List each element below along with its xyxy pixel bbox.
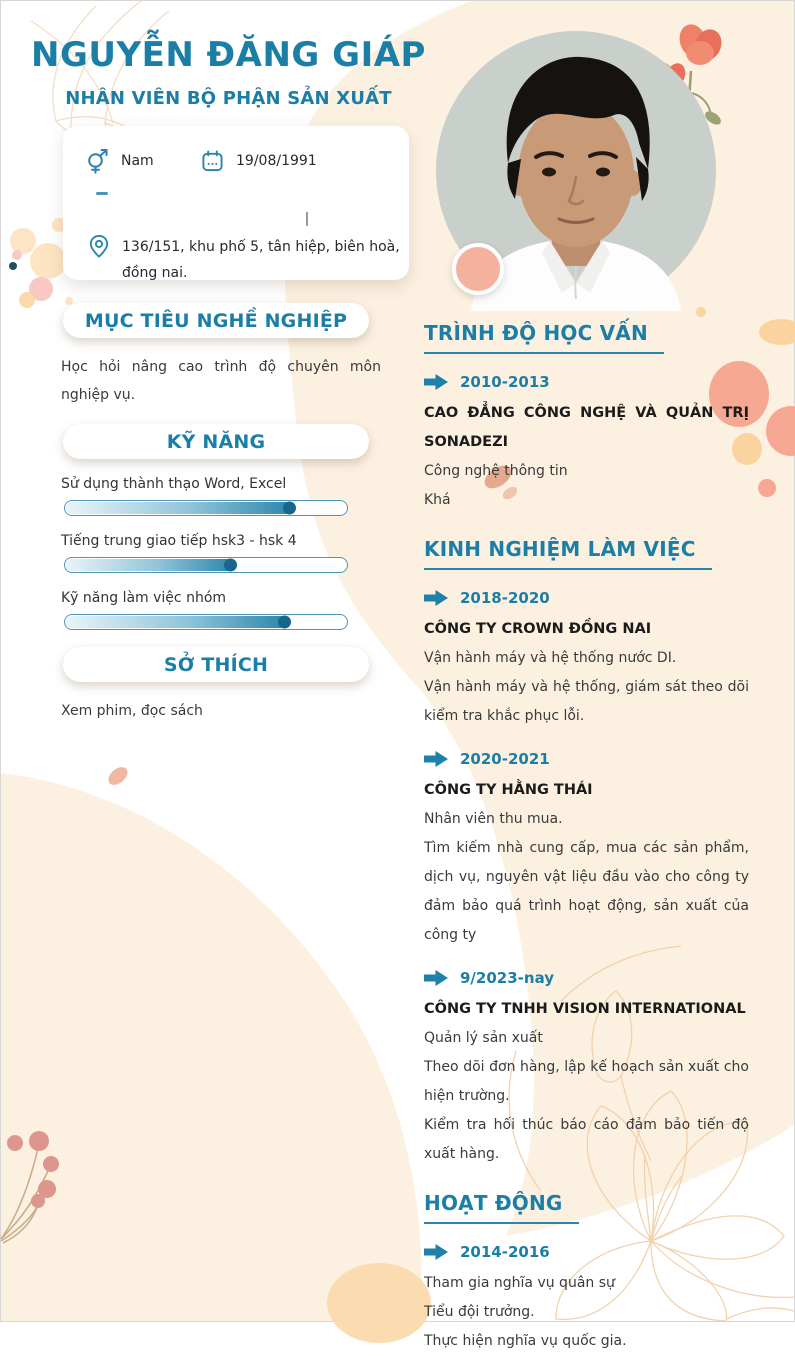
right-arrow-icon <box>424 590 448 606</box>
section-skills-heading <box>63 424 369 459</box>
experience-period-row <box>424 589 749 607</box>
section-education-heading: TRÌNH ĐỘ HỌC VẤN <box>424 321 664 354</box>
education-period-row <box>424 373 749 391</box>
right-column <box>424 321 749 1356</box>
birth-date-row <box>201 148 317 174</box>
right-arrow-icon <box>424 970 448 986</box>
location-pin-icon <box>88 234 110 259</box>
birth-date-value: 19/08/1991 <box>236 153 317 169</box>
skill-item <box>21 590 436 630</box>
redacted-dash <box>96 192 108 195</box>
experience-line: Kiểm tra hối thúc báo cáo đảm bảo tiến độ xuất hàng. <box>424 1117 749 1162</box>
education-major: Công nghệ thông tin <box>424 463 568 479</box>
experience-line: Vận hành máy và hệ thống nước DI. <box>424 650 677 666</box>
experience-line: Quản lý sản xuất <box>424 1030 543 1046</box>
left-column <box>21 35 436 725</box>
hobbies-title: SỞ THÍCH <box>163 653 269 676</box>
objective-text: Học hỏi nâng cao trình độ chuyên môn nghiệp vụ. <box>61 359 381 403</box>
skill-progress-fill <box>66 559 235 571</box>
education-grade: Khá <box>424 492 451 508</box>
activity-period: 2014-2016 <box>460 1243 550 1261</box>
experience-period-row <box>424 969 749 987</box>
experience-period: 2018-2020 <box>460 589 550 607</box>
skill-progress-dot <box>224 559 237 572</box>
activity-line: Thực hiện nghĩa vụ quốc gia. <box>424 1333 627 1349</box>
section-objective-heading <box>63 303 369 338</box>
skill-item <box>21 533 436 573</box>
skill-progress-fill <box>66 616 289 628</box>
education-school: CAO ĐẲNG CÔNG NGHỆ VÀ QUẢN TRỊ SONADEZI <box>424 405 749 450</box>
contact-card <box>63 126 409 280</box>
address-value: 136/151, khu phố 5, tân hiệp, biên hoà, đồng nai. <box>122 239 400 281</box>
hobbies-text: Xem phim, đọc sách <box>61 703 203 719</box>
activity-line: Tham gia nghĩa vụ quân sự <box>424 1275 615 1291</box>
section-activities-heading: HOẠT ĐỘNG <box>424 1191 579 1224</box>
calendar-icon <box>201 150 224 173</box>
experience-period: 9/2023-nay <box>460 969 555 987</box>
right-arrow-icon <box>424 1244 448 1260</box>
gender-row <box>86 148 154 174</box>
skill-progress-bar <box>64 557 348 573</box>
skill-progress-dot <box>283 502 296 515</box>
experience-company: CÔNG TY TNHH VISION INTERNATIONAL <box>424 1001 746 1017</box>
experience-period: 2020-2021 <box>460 750 550 768</box>
objective-title: MỤC TIÊU NGHỀ NGHIỆP <box>84 309 348 332</box>
experience-line: Tìm kiếm nhà cung cấp, mua các sản phẩm, dịch vụ, nguyên vật liệu đầu vào cho công ty đảm bảo quá trình hoạt động, sản xuất của công ty <box>424 840 749 943</box>
experience-line: Vận hành máy và hệ thống, giám sát theo dõi kiểm tra khắc phục lỗi. <box>424 679 749 724</box>
skill-item <box>21 476 436 516</box>
skill-label: Sử dụng thành thạo Word, Excel <box>61 476 287 492</box>
right-arrow-icon <box>424 751 448 767</box>
skill-progress-bar <box>64 614 348 630</box>
skill-label: Tiếng trung giao tiếp hsk3 - hsk 4 <box>61 533 297 549</box>
photo-badge-dot <box>452 243 504 295</box>
gender-icon <box>86 148 109 174</box>
right-arrow-icon <box>424 374 448 390</box>
skills-title: KỸ NĂNG <box>166 430 266 453</box>
skill-label: Kỹ năng làm việc nhóm <box>61 590 227 606</box>
experience-period-row <box>424 750 749 768</box>
experience-company: CÔNG TY CROWN ĐỒNG NAI <box>424 621 652 637</box>
redacted-tick <box>306 212 308 226</box>
experience-company: CÔNG TY HẰNG THÁI <box>424 782 593 798</box>
skill-progress-bar <box>64 500 348 516</box>
section-experience-heading: KINH NGHIỆM LÀM VIỆC <box>424 537 712 570</box>
skill-progress-dot <box>278 616 291 629</box>
skill-progress-fill <box>66 502 294 514</box>
gender-value: Nam <box>121 153 154 169</box>
address-row <box>88 234 410 286</box>
activity-period-row <box>424 1243 749 1261</box>
activity-line: Tiểu đội trưởng. <box>424 1304 535 1320</box>
education-period: 2010-2013 <box>460 373 550 391</box>
section-hobbies-heading <box>63 647 369 682</box>
experience-line: Theo dõi đơn hàng, lập kế hoạch sản xuất cho hiện trường. <box>424 1059 749 1104</box>
candidate-name: NGUYỄN ĐĂNG GIÁP <box>31 35 426 75</box>
experience-line: Nhân viên thu mua. <box>424 811 563 827</box>
candidate-job-title: NHÂN VIÊN BỘ PHẬN SẢN XUẤT <box>65 88 392 109</box>
